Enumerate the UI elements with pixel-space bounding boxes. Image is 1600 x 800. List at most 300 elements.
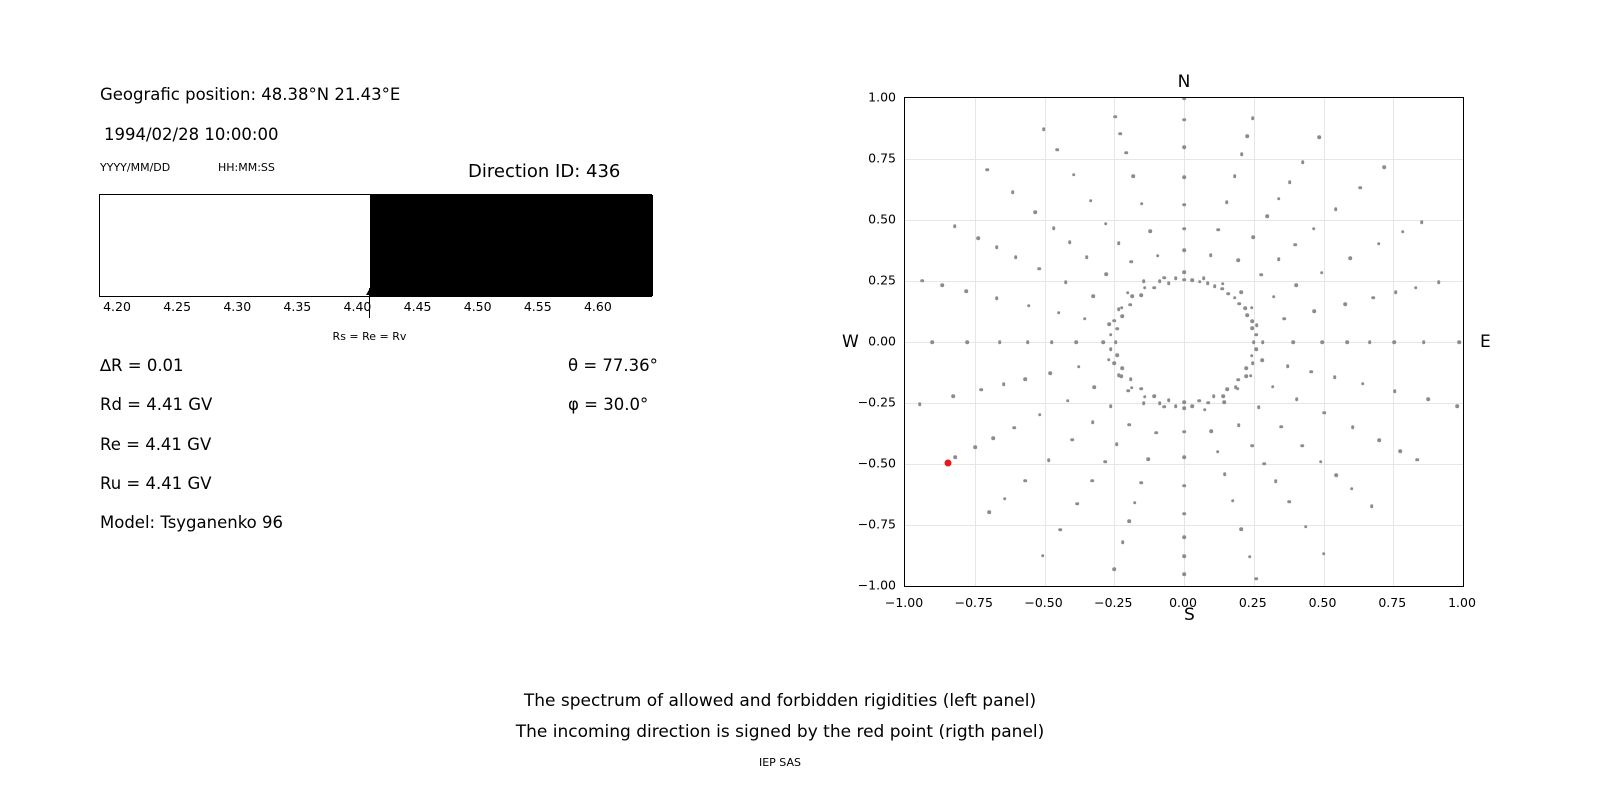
direction-dot bbox=[1377, 242, 1381, 246]
direction-dot bbox=[1255, 577, 1259, 581]
direction-dot bbox=[1058, 528, 1062, 532]
direction-dot bbox=[1198, 280, 1202, 284]
direction-dot bbox=[1334, 473, 1338, 477]
theta-value: θ = 77.36° bbox=[568, 356, 658, 375]
direction-dot bbox=[1131, 175, 1135, 179]
direction-dot bbox=[1233, 174, 1237, 178]
direction-dot bbox=[1140, 387, 1144, 391]
direction-dot bbox=[1274, 479, 1278, 483]
direction-dot bbox=[1153, 394, 1157, 398]
direction-dot bbox=[1265, 215, 1269, 219]
gridline-horizontal bbox=[905, 159, 1463, 160]
direction-dot bbox=[965, 340, 969, 344]
direction-dot bbox=[1231, 499, 1235, 503]
direction-dot bbox=[1076, 502, 1080, 506]
direction-dot bbox=[1248, 555, 1252, 559]
spectrum-x-tick: 4.30 bbox=[223, 299, 252, 314]
direction-dot bbox=[1426, 397, 1430, 401]
sky-y-tick: −0.25 bbox=[857, 394, 896, 410]
sky-direction-panel bbox=[820, 40, 1580, 660]
direction-dot bbox=[1064, 280, 1068, 284]
direction-dot bbox=[1221, 282, 1225, 286]
direction-dot bbox=[1416, 458, 1420, 462]
direction-dot bbox=[1033, 210, 1037, 214]
direction-dot bbox=[1126, 291, 1130, 295]
direction-dot bbox=[1244, 374, 1248, 378]
direction-dot bbox=[1346, 340, 1350, 344]
direction-dot bbox=[1202, 276, 1206, 280]
direction-dot bbox=[930, 340, 934, 344]
direction-dot bbox=[1251, 235, 1255, 239]
direction-dot bbox=[1055, 148, 1059, 152]
direction-dot bbox=[1118, 132, 1122, 136]
direction-dot bbox=[918, 402, 922, 406]
spectrum-x-tick: 4.20 bbox=[103, 299, 131, 314]
direction-dot bbox=[1217, 228, 1221, 232]
direction-dot bbox=[954, 456, 958, 460]
gridline-horizontal bbox=[905, 220, 1463, 221]
gridline-horizontal bbox=[905, 464, 1463, 465]
sky-x-tick: 0.00 bbox=[1169, 595, 1197, 610]
date-format-hint: YYYY/MM/DD bbox=[100, 161, 171, 174]
compass-east-label: E bbox=[1480, 332, 1491, 352]
spectrum-forbidden-segment bbox=[370, 195, 653, 296]
direction-dot bbox=[1117, 242, 1121, 246]
spectrum-x-axis bbox=[99, 297, 652, 337]
direction-dot bbox=[1091, 420, 1095, 424]
sky-y-tick: 0.25 bbox=[868, 272, 896, 288]
direction-dot bbox=[1262, 462, 1266, 466]
direction-dot bbox=[1245, 366, 1249, 370]
direction-dot bbox=[1272, 295, 1276, 299]
direction-dot bbox=[998, 340, 1002, 344]
selected-direction-point bbox=[945, 459, 952, 466]
direction-dot bbox=[1420, 220, 1424, 224]
direction-dot bbox=[1182, 407, 1186, 411]
direction-dot bbox=[1358, 186, 1362, 190]
direction-dot bbox=[1225, 201, 1229, 205]
direction-dot bbox=[1109, 333, 1113, 337]
direction-dot bbox=[1398, 449, 1402, 453]
direction-dot bbox=[1182, 430, 1186, 434]
spectrum-x-tick: 4.40 bbox=[343, 299, 372, 314]
direction-dot bbox=[1156, 254, 1160, 258]
direction-dot bbox=[1377, 439, 1381, 443]
spectrum-x-tick: 4.45 bbox=[403, 299, 432, 314]
compass-south-label: S bbox=[1184, 605, 1195, 625]
direction-dot bbox=[1401, 230, 1405, 234]
direction-dot bbox=[1393, 390, 1397, 394]
direction-dot bbox=[1167, 399, 1171, 403]
direction-dot bbox=[1351, 425, 1355, 429]
direction-dot bbox=[1294, 243, 1298, 247]
direction-dot bbox=[1002, 382, 1006, 386]
direction-dot bbox=[1250, 306, 1254, 310]
direction-dot bbox=[1288, 180, 1292, 184]
direction-dot bbox=[1279, 425, 1283, 429]
direction-dot bbox=[1129, 377, 1133, 381]
spectrum-x-tick: 4.50 bbox=[463, 299, 492, 314]
direction-dot bbox=[1162, 405, 1166, 409]
direction-dot bbox=[1255, 347, 1259, 351]
direction-dot bbox=[1143, 395, 1147, 399]
sky-y-tick: 0.75 bbox=[868, 150, 896, 166]
direction-dot bbox=[1083, 317, 1087, 321]
direction-dot bbox=[1162, 276, 1166, 280]
geographic-position-label: Geografic position: 48.38°N 21.43°E bbox=[100, 85, 401, 104]
direction-dot bbox=[1107, 323, 1111, 327]
direction-dot bbox=[1344, 302, 1348, 306]
direction-dot bbox=[1024, 377, 1028, 381]
direction-dot bbox=[1250, 354, 1254, 358]
direction-dot bbox=[1085, 255, 1089, 259]
caption-line-2: The incoming direction is signed by the red point (rigth panel) bbox=[515, 722, 1045, 742]
direction-dot bbox=[987, 511, 991, 515]
direction-dot bbox=[1109, 404, 1113, 408]
direction-dot bbox=[1249, 374, 1253, 378]
direction-dot bbox=[1121, 540, 1125, 544]
direction-dot bbox=[995, 246, 999, 250]
direction-dot bbox=[1130, 386, 1134, 390]
delta-r-value: ∆R = 0.01 bbox=[100, 356, 184, 375]
footer-credit: IEP SAS bbox=[758, 756, 802, 769]
direction-id-label: Direction ID: 436 bbox=[468, 161, 621, 182]
direction-dot bbox=[1286, 365, 1290, 369]
spectrum-x-tick: 4.55 bbox=[523, 299, 552, 314]
direction-dot bbox=[995, 296, 999, 300]
direction-dot bbox=[1320, 271, 1324, 275]
direction-dot bbox=[1070, 438, 1074, 442]
direction-dot bbox=[1154, 431, 1158, 435]
direction-dot bbox=[1142, 279, 1146, 283]
direction-dot bbox=[1105, 272, 1109, 276]
direction-dot bbox=[1104, 222, 1108, 226]
sky-x-tick: 0.75 bbox=[1378, 595, 1407, 610]
direction-dot bbox=[965, 289, 969, 293]
direction-dot bbox=[1003, 497, 1007, 501]
rigidity-spectrum-panel bbox=[0, 0, 780, 640]
direction-dot bbox=[1212, 394, 1216, 398]
direction-dot bbox=[1182, 512, 1186, 516]
direction-dot bbox=[1348, 256, 1352, 260]
direction-dot bbox=[1103, 460, 1107, 464]
direction-dot bbox=[1140, 202, 1144, 206]
direction-dot bbox=[1182, 536, 1186, 540]
direction-dot bbox=[1282, 317, 1286, 321]
time-format-hint: HH:MM:SS bbox=[218, 161, 275, 174]
direction-dot bbox=[1174, 404, 1178, 408]
direction-dot bbox=[1042, 127, 1046, 131]
direction-dot bbox=[1206, 401, 1210, 405]
direction-dot bbox=[1322, 552, 1326, 556]
direction-dot bbox=[1197, 399, 1201, 403]
direction-dot bbox=[1182, 97, 1186, 100]
direction-dot bbox=[1014, 255, 1018, 259]
direction-dot bbox=[1260, 358, 1264, 362]
sky-y-tick: −0.75 bbox=[857, 516, 896, 532]
direction-dot bbox=[1225, 387, 1229, 391]
direction-dot bbox=[1251, 319, 1255, 323]
sky-x-tick: 1.00 bbox=[1448, 595, 1476, 610]
direction-dot bbox=[1124, 151, 1128, 155]
direction-dot bbox=[1320, 340, 1324, 344]
spectrum-x-tick: 4.60 bbox=[583, 299, 612, 314]
direction-dot bbox=[1414, 286, 1418, 290]
direction-dot bbox=[1236, 258, 1240, 262]
direction-dot bbox=[1139, 481, 1143, 485]
direction-dot bbox=[1091, 294, 1095, 298]
direction-dot bbox=[1038, 413, 1042, 417]
direction-dot bbox=[1182, 484, 1186, 488]
direction-dot bbox=[1291, 340, 1295, 344]
sky-x-tick: 0.50 bbox=[1308, 595, 1337, 610]
spectrum-x-tick: 4.25 bbox=[163, 299, 192, 314]
direction-dot bbox=[1322, 411, 1326, 415]
direction-dot bbox=[1072, 173, 1076, 177]
direction-dot bbox=[1129, 260, 1133, 264]
direction-dot bbox=[1107, 358, 1111, 362]
direction-dot bbox=[1182, 118, 1186, 122]
direction-dot bbox=[1148, 229, 1152, 233]
direction-dot bbox=[1239, 290, 1243, 294]
direction-dot bbox=[1146, 457, 1150, 461]
direction-dot bbox=[1234, 386, 1238, 390]
direction-dot bbox=[1133, 501, 1137, 505]
direction-dot bbox=[1112, 362, 1116, 366]
direction-dot bbox=[1259, 273, 1263, 277]
direction-dot bbox=[1066, 399, 1070, 403]
direction-dot bbox=[1120, 306, 1124, 310]
direction-dot bbox=[1334, 208, 1338, 212]
direction-dot bbox=[1309, 370, 1313, 374]
rd-value: Rd = 4.41 GV bbox=[100, 395, 213, 414]
direction-dot bbox=[1182, 456, 1186, 460]
direction-dot bbox=[1120, 314, 1124, 318]
direction-dot bbox=[1361, 382, 1365, 386]
spectrum-x-tick: 4.35 bbox=[283, 299, 312, 314]
sky-x-tick: −0.25 bbox=[1094, 595, 1133, 610]
direction-dot bbox=[1277, 197, 1281, 201]
direction-dot bbox=[1139, 293, 1143, 297]
direction-dot bbox=[1047, 458, 1051, 462]
sky-y-tick: −1.00 bbox=[857, 577, 896, 593]
direction-dot bbox=[1182, 248, 1186, 252]
direction-dot bbox=[1158, 280, 1162, 284]
direction-dot bbox=[1271, 385, 1275, 389]
direction-dot bbox=[1237, 423, 1241, 427]
direction-dot bbox=[1091, 479, 1095, 483]
direction-dot bbox=[1152, 286, 1156, 290]
direction-dot bbox=[1012, 426, 1016, 430]
direction-dot bbox=[1203, 408, 1207, 412]
direction-dot bbox=[1089, 199, 1093, 203]
direction-dot bbox=[1026, 340, 1030, 344]
direction-dot bbox=[1304, 525, 1308, 529]
direction-dot bbox=[985, 168, 989, 172]
direction-dot bbox=[1068, 240, 1072, 244]
direction-dot bbox=[1317, 136, 1321, 140]
direction-dot bbox=[1210, 429, 1214, 433]
sky-y-tick: 1.00 bbox=[868, 89, 896, 105]
direction-dot bbox=[1129, 303, 1133, 307]
direction-dot bbox=[1182, 145, 1186, 149]
direction-dot bbox=[1221, 395, 1225, 399]
sky-y-tick: 0.00 bbox=[868, 333, 896, 349]
direction-dot bbox=[1313, 310, 1317, 314]
direction-dot bbox=[1368, 340, 1372, 344]
caption-line-1: The spectrum of allowed and forbidden rigidities (left panel) bbox=[523, 691, 1037, 711]
model-value: Model: Tsyganenko 96 bbox=[100, 513, 284, 532]
direction-dot bbox=[1261, 340, 1265, 344]
sky-plot-area bbox=[904, 97, 1464, 587]
direction-dot bbox=[1243, 307, 1247, 311]
direction-dot bbox=[1048, 372, 1052, 376]
direction-dot bbox=[1041, 554, 1045, 558]
ru-value: Ru = 4.41 GV bbox=[100, 474, 212, 493]
direction-dot bbox=[1037, 267, 1041, 271]
direction-dot bbox=[1130, 295, 1134, 299]
direction-dot bbox=[1251, 116, 1255, 120]
figure-caption bbox=[0, 686, 1560, 748]
direction-dot bbox=[1127, 519, 1131, 523]
phi-value: φ = 30.0° bbox=[568, 395, 649, 414]
rigidity-spectrum-bar bbox=[99, 194, 652, 297]
direction-dot bbox=[1350, 487, 1354, 491]
direction-dot bbox=[1240, 152, 1244, 156]
sky-y-tick: −0.50 bbox=[857, 455, 896, 471]
direction-dot bbox=[1077, 365, 1081, 369]
direction-dot bbox=[1301, 160, 1305, 164]
direction-dot bbox=[1109, 347, 1113, 351]
sky-x-tick: −1.00 bbox=[884, 595, 924, 610]
direction-dot bbox=[1128, 423, 1132, 427]
direction-dot bbox=[1257, 405, 1261, 409]
direction-dot bbox=[1333, 376, 1337, 380]
direction-dot bbox=[1113, 319, 1117, 323]
direction-dot bbox=[1011, 190, 1015, 194]
direction-dot bbox=[1024, 479, 1028, 483]
direction-dot bbox=[1182, 573, 1186, 577]
direction-dot bbox=[1182, 555, 1186, 559]
direction-dot bbox=[1392, 340, 1396, 344]
direction-dot bbox=[1251, 361, 1255, 365]
direction-dot bbox=[1206, 281, 1210, 285]
direction-dot bbox=[1093, 385, 1097, 389]
direction-dot bbox=[1254, 333, 1258, 337]
direction-dot bbox=[1371, 296, 1375, 300]
direction-dot bbox=[1182, 278, 1186, 282]
direction-dot bbox=[1121, 366, 1125, 370]
direction-dot bbox=[1074, 340, 1078, 344]
direction-dot bbox=[1370, 504, 1374, 508]
direction-dot bbox=[940, 283, 944, 287]
direction-dot bbox=[1120, 375, 1124, 379]
direction-dot bbox=[1245, 314, 1249, 318]
direction-dot bbox=[1233, 296, 1237, 300]
direction-dot bbox=[1240, 528, 1244, 532]
direction-dot bbox=[1142, 401, 1146, 405]
sky-x-tick: −0.75 bbox=[954, 595, 993, 610]
direction-dot bbox=[1190, 404, 1194, 408]
direction-dot bbox=[1116, 354, 1120, 358]
direction-dot bbox=[1190, 278, 1194, 282]
direction-dot bbox=[979, 388, 983, 392]
direction-dot bbox=[1245, 134, 1249, 138]
gridline-horizontal bbox=[905, 342, 1463, 343]
direction-dot bbox=[1174, 277, 1178, 281]
direction-dot bbox=[992, 436, 996, 440]
direction-dot bbox=[1182, 175, 1186, 179]
datetime-label: 1994/02/28 10:00:00 bbox=[104, 125, 279, 144]
direction-dot bbox=[1143, 286, 1147, 290]
direction-dot bbox=[1216, 450, 1220, 454]
direction-dot bbox=[1236, 378, 1240, 382]
direction-dot bbox=[1050, 340, 1054, 344]
compass-west-label: W bbox=[842, 332, 859, 352]
direction-dot bbox=[1115, 442, 1119, 446]
direction-dot bbox=[1114, 340, 1118, 344]
direction-dot bbox=[1052, 226, 1056, 230]
direction-dot bbox=[1057, 311, 1061, 315]
direction-dot bbox=[1182, 203, 1186, 207]
direction-dot bbox=[1158, 401, 1162, 405]
direction-dot bbox=[1312, 227, 1316, 231]
direction-dot bbox=[1226, 292, 1230, 296]
direction-dot bbox=[1457, 340, 1461, 344]
direction-dot bbox=[1319, 460, 1323, 464]
compass-north-label: N bbox=[1177, 72, 1191, 92]
sky-x-tick: 0.25 bbox=[1238, 595, 1267, 610]
re-value: Re = 4.41 GV bbox=[100, 435, 212, 454]
direction-dot bbox=[1277, 257, 1281, 261]
direction-dot bbox=[1251, 444, 1255, 448]
direction-dot bbox=[953, 224, 957, 228]
direction-dot bbox=[1288, 500, 1292, 504]
rs-marker-label: Rs = Re = Rv bbox=[332, 330, 407, 343]
direction-dot bbox=[1222, 401, 1226, 405]
direction-dot bbox=[1126, 389, 1130, 393]
direction-dot bbox=[921, 279, 925, 283]
direction-dot bbox=[1182, 400, 1186, 404]
sky-y-tick: 0.50 bbox=[868, 211, 896, 227]
direction-dot bbox=[1455, 404, 1459, 408]
direction-dot bbox=[1394, 291, 1398, 295]
direction-dot bbox=[1223, 472, 1227, 476]
direction-dot bbox=[1237, 302, 1241, 306]
direction-dot bbox=[1113, 115, 1117, 119]
direction-dot bbox=[1220, 287, 1224, 291]
direction-dot bbox=[1115, 327, 1119, 331]
direction-dot bbox=[1437, 280, 1441, 284]
spectrum-allowed-segment bbox=[100, 195, 370, 296]
direction-dot bbox=[1209, 254, 1213, 258]
direction-dot bbox=[951, 394, 955, 398]
direction-dot bbox=[1027, 304, 1031, 308]
direction-dot bbox=[976, 236, 980, 240]
direction-dot bbox=[1113, 567, 1117, 571]
sky-x-tick: −0.50 bbox=[1024, 595, 1063, 610]
direction-dot bbox=[1295, 397, 1299, 401]
direction-dot bbox=[1294, 284, 1298, 288]
direction-dot bbox=[1167, 281, 1171, 285]
direction-dot bbox=[1382, 165, 1386, 169]
direction-dot bbox=[1252, 340, 1256, 344]
direction-dot bbox=[1101, 340, 1105, 344]
direction-dot bbox=[1255, 323, 1259, 327]
direction-dot bbox=[1422, 340, 1426, 344]
direction-dot bbox=[1213, 285, 1217, 289]
direction-dot bbox=[974, 446, 978, 450]
